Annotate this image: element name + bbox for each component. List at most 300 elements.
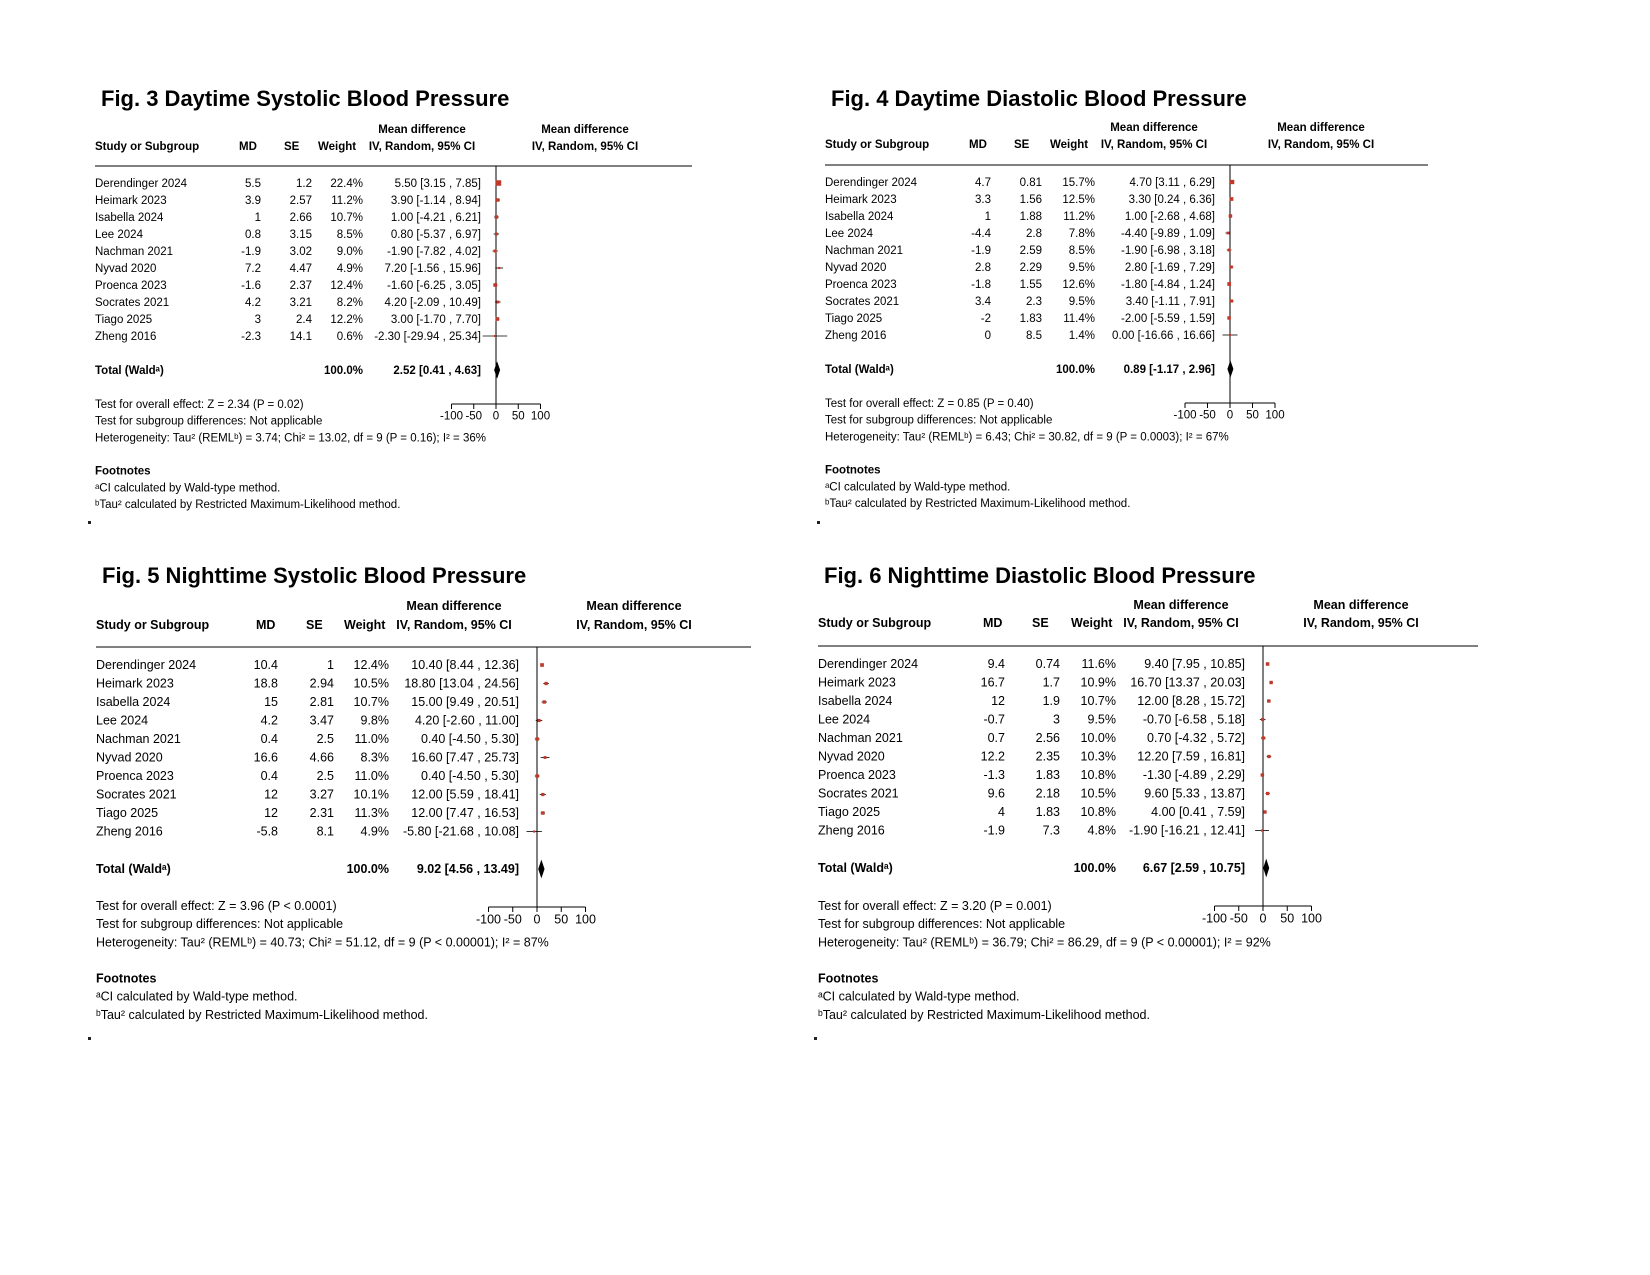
study-weight: 10.5% — [1080, 786, 1116, 801]
study-name: Zheng 2016 — [825, 330, 887, 342]
study-name: Zheng 2016 — [818, 823, 885, 838]
x-tick-label: 100 — [1301, 911, 1322, 926]
figure-title: Fig. 4 Daytime Diastolic Blood Pressure — [831, 86, 1247, 111]
study-weight: 10.7% — [1080, 694, 1116, 708]
overall-effect: Test for overall effect: Z = 2.34 (P = 0.02) — [95, 399, 304, 411]
study-se: 1.88 — [1019, 211, 1042, 223]
footnotes-title: Footnotes — [818, 971, 879, 986]
subgroup-differences: Test for subgroup differences: Not applicable — [96, 917, 344, 932]
point-estimate — [496, 317, 500, 321]
point-estimate — [1228, 249, 1231, 252]
corner-mark — [88, 1037, 91, 1040]
total-diamond — [1263, 859, 1269, 878]
study-se: 1.83 — [1035, 805, 1060, 819]
forest-plot-fig4 — [825, 86, 1585, 566]
total-label: Total (Waldᵃ) — [818, 861, 893, 875]
total-ci: 0.89 [-1.17 , 2.96] — [1123, 364, 1215, 376]
study-md: 4.7 — [975, 177, 991, 189]
footnotes-title: Footnotes — [96, 971, 157, 986]
study-weight: 12.5% — [1062, 194, 1095, 206]
study-ci: 12.20 [7.59 , 16.81] — [1137, 749, 1245, 764]
study-name: Socrates 2021 — [825, 296, 900, 308]
study-ci: -1.80 [-4.84 , 1.24] — [1121, 279, 1215, 291]
point-estimate — [1263, 810, 1266, 813]
study-md: -0.7 — [983, 712, 1005, 727]
study-name: Heimark 2023 — [96, 676, 174, 691]
x-tick-label: -50 — [1229, 911, 1248, 926]
study-md: 12 — [264, 806, 278, 820]
point-estimate — [535, 737, 538, 740]
study-name: Isabella 2024 — [95, 212, 164, 224]
study-se: 2.31 — [309, 806, 334, 820]
header-md: MD — [239, 141, 257, 153]
study-name: Isabella 2024 — [818, 694, 893, 708]
study-se: 2.59 — [1019, 245, 1042, 257]
point-estimate — [1230, 299, 1233, 302]
study-weight: 0.6% — [336, 331, 363, 343]
study-se: 3.47 — [309, 713, 334, 728]
study-weight: 9.0% — [336, 246, 363, 258]
study-name: Proenca 2023 — [825, 279, 897, 291]
study-weight: 9.8% — [360, 713, 389, 728]
study-md: 2.8 — [975, 262, 991, 274]
study-se: 2.29 — [1019, 262, 1042, 274]
study-se: 8.1 — [316, 824, 334, 839]
study-ci: 0.70 [-4.32 , 5.72] — [1147, 731, 1245, 745]
header-weight: Weight — [1050, 139, 1089, 151]
study-name: Nyvad 2020 — [818, 749, 885, 764]
study-se: 1.83 — [1019, 313, 1042, 325]
study-md: 9.4 — [987, 657, 1005, 671]
heterogeneity: Heterogeneity: Tau² (REMLᵇ) = 36.79; Chi² = 86.29, df = 9 (P < 0.00001); I² = 92% — [818, 935, 1271, 950]
study-md: 15 — [264, 695, 278, 709]
study-name: Heimark 2023 — [95, 195, 167, 207]
point-estimate — [537, 719, 540, 722]
point-estimate — [496, 301, 499, 304]
forest-plot-svg — [95, 116, 775, 576]
study-ci: 16.70 [13.37 , 20.03] — [1130, 675, 1245, 690]
header-weight: Weight — [1071, 616, 1113, 630]
study-ci: 7.20 [-1.56 , 15.96] — [384, 263, 481, 275]
forest-plot-fig5 — [96, 563, 856, 1043]
header-md: MD — [983, 616, 1003, 630]
header-plot-bottom: IV, Random, 95% CI — [1267, 139, 1375, 151]
x-tick-label: 50 — [1246, 409, 1259, 422]
study-ci: 4.70 [3.11 , 6.29] — [1129, 177, 1215, 189]
study-weight: 10.1% — [353, 787, 389, 802]
footnote-b: ᵇTau² calculated by Restricted Maximum-Likelihood method. — [818, 1007, 1150, 1022]
total-ci: 9.02 [4.56 , 13.49] — [416, 862, 519, 876]
study-ci: 4.20 [-2.09 , 10.49] — [384, 297, 481, 309]
header-study: Study or Subgroup — [825, 139, 930, 151]
study-name: Lee 2024 — [95, 229, 143, 241]
study-ci: 9.60 [5.33 , 13.87] — [1144, 786, 1245, 801]
forest-plot-svg — [825, 116, 1505, 576]
study-weight: 11.3% — [354, 806, 389, 820]
total-ci: 2.52 [0.41 , 4.63] — [393, 365, 481, 377]
header-study: Study or Subgroup — [818, 616, 932, 630]
study-weight: 10.8% — [1080, 768, 1116, 782]
header-weight: Weight — [318, 141, 357, 153]
study-ci: 16.60 [7.47 , 25.73] — [411, 750, 519, 765]
footnote-b: ᵇTau² calculated by Restricted Maximum-Likelihood method. — [825, 498, 1131, 511]
study-name: Tiago 2025 — [95, 314, 153, 326]
study-ci: 1.00 [-4.21 , 6.21] — [390, 212, 481, 224]
study-md: 3.4 — [975, 296, 991, 308]
study-se: 1 — [327, 658, 334, 672]
study-md: 1 — [984, 211, 991, 223]
header-md-ci-top: Mean difference — [406, 599, 502, 613]
study-md: 3.9 — [245, 195, 261, 207]
study-se: 2.81 — [309, 695, 334, 709]
header-plot-top: Mean difference — [541, 124, 629, 136]
study-se: 4.66 — [309, 750, 334, 765]
study-ci: -5.80 [-21.68 , 10.08] — [402, 824, 519, 839]
corner-mark — [817, 521, 820, 524]
x-tick-label: -50 — [1199, 409, 1216, 422]
study-se: 1.2 — [296, 178, 312, 190]
x-tick-label: 50 — [554, 912, 569, 927]
header-se: SE — [306, 618, 323, 632]
total-weight: 100.0% — [1073, 861, 1116, 875]
footnotes-title: Footnotes — [825, 464, 881, 477]
header-md-ci-top: Mean difference — [378, 124, 466, 136]
study-ci: 10.40 [8.44 , 12.36] — [411, 658, 519, 672]
study-ci: -2.00 [-5.59 , 1.59] — [1121, 313, 1215, 325]
study-weight: 11.2% — [1063, 211, 1095, 223]
study-weight: 12.2% — [330, 314, 363, 326]
x-tick-label: 0 — [533, 912, 541, 927]
study-name: Zheng 2016 — [95, 331, 157, 343]
footnotes-title: Footnotes — [95, 465, 151, 478]
heterogeneity: Heterogeneity: Tau² (REMLᵇ) = 40.73; Chi² = 51.12, df = 9 (P < 0.00001); I² = 87% — [96, 935, 549, 950]
point-estimate — [540, 663, 544, 667]
study-ci: -1.90 [-16.21 , 12.41] — [1128, 823, 1245, 838]
study-name: Zheng 2016 — [96, 824, 163, 839]
total-label: Total (Waldᵃ) — [96, 862, 171, 876]
study-weight: 8.5% — [1068, 245, 1095, 257]
subgroup-differences: Test for subgroup differences: Not applicable — [818, 917, 1066, 932]
x-tick-label: 100 — [1265, 409, 1285, 422]
header-se: SE — [1014, 139, 1030, 151]
figure-title: Fig. 3 Daytime Systolic Blood Pressure — [101, 86, 510, 111]
study-weight: 10.9% — [1080, 675, 1116, 690]
study-se: 1.83 — [1035, 768, 1060, 782]
study-se: 2.4 — [296, 314, 312, 326]
total-weight: 100.0% — [346, 862, 389, 876]
point-estimate — [494, 335, 496, 337]
study-md: 5.5 — [245, 178, 261, 190]
study-md: -5.8 — [256, 824, 278, 839]
x-tick-label: -100 — [475, 912, 502, 927]
header-md-ci-top: Mean difference — [1133, 598, 1229, 612]
study-name: Nachman 2021 — [825, 245, 903, 257]
point-estimate — [1261, 773, 1264, 776]
study-name: Isabella 2024 — [96, 695, 171, 709]
point-estimate — [1227, 232, 1230, 235]
study-ci: -1.60 [-6.25 , 3.05] — [387, 280, 481, 292]
forest-plot-svg — [818, 593, 1538, 1073]
study-se: 1.9 — [1042, 694, 1060, 708]
footnote-a: ᵃCI calculated by Wald-type method. — [96, 989, 298, 1004]
study-ci: 15.00 [9.49 , 20.51] — [411, 695, 519, 709]
study-name: Nyvad 2020 — [96, 750, 163, 765]
corner-mark — [88, 521, 91, 524]
header-study: Study or Subgroup — [95, 141, 200, 153]
study-se: 4.47 — [289, 263, 312, 275]
study-md: 0.4 — [260, 732, 278, 746]
x-tick-label: 0 — [1226, 409, 1234, 422]
study-name: Nyvad 2020 — [825, 262, 887, 274]
study-se: 0.81 — [1019, 177, 1042, 189]
point-estimate — [541, 793, 544, 796]
study-name: Proenca 2023 — [96, 769, 174, 783]
study-md: 3 — [254, 314, 261, 326]
point-estimate — [1267, 755, 1270, 758]
header-weight: Weight — [344, 618, 386, 632]
study-md: 4.2 — [260, 713, 278, 728]
study-weight: 11.0% — [354, 732, 389, 746]
point-estimate — [1229, 334, 1231, 336]
header-md: MD — [256, 618, 276, 632]
header-plot-bottom: IV, Random, 95% CI — [576, 618, 692, 632]
study-weight: 9.5% — [1087, 712, 1116, 727]
subgroup-differences: Test for subgroup differences: Not applicable — [825, 414, 1053, 427]
study-weight: 22.4% — [330, 178, 363, 190]
study-se: 2.35 — [1035, 749, 1060, 764]
study-weight: 8.3% — [360, 750, 389, 765]
study-weight: 12.6% — [1062, 279, 1095, 291]
study-ci: 0.80 [-5.37 , 6.97] — [390, 229, 481, 241]
study-ci: 12.00 [7.47 , 16.53] — [411, 806, 519, 820]
study-se: 0.74 — [1035, 657, 1060, 671]
x-tick-label: -100 — [1201, 911, 1228, 926]
study-ci: 18.80 [13.04 , 24.56] — [404, 676, 519, 691]
study-ci: -1.90 [-7.82 , 4.02] — [387, 246, 481, 258]
study-name: Socrates 2021 — [818, 786, 899, 801]
x-tick-label: 100 — [530, 410, 551, 423]
study-name: Derendinger 2024 — [818, 657, 919, 671]
study-ci: 3.00 [-1.70 , 7.70] — [390, 314, 481, 326]
total-weight: 100.0% — [323, 365, 363, 377]
point-estimate — [496, 198, 499, 201]
study-se: 7.3 — [1042, 823, 1060, 838]
study-md: 4 — [998, 805, 1005, 819]
heterogeneity: Heterogeneity: Tau² (REMLᵇ) = 6.43; Chi² = 30.82, df = 9 (P = 0.0003); I² = 67% — [825, 431, 1229, 444]
study-ci: 0.40 [-4.50 , 5.30] — [421, 732, 519, 746]
study-ci: -4.40 [-9.89 , 1.09] — [1121, 228, 1215, 240]
study-md: -1.9 — [241, 246, 261, 258]
point-estimate — [496, 180, 502, 186]
total-weight: 100.0% — [1055, 364, 1095, 376]
study-name: Heimark 2023 — [825, 194, 897, 206]
study-weight: 4.9% — [360, 824, 389, 839]
study-name: Socrates 2021 — [95, 297, 170, 309]
header-md-ci-bottom: IV, Random, 95% CI — [368, 141, 476, 153]
header-plot-top: Mean difference — [586, 599, 682, 613]
point-estimate — [1266, 662, 1270, 666]
study-se: 3.21 — [289, 297, 312, 309]
study-weight: 4.8% — [1087, 823, 1116, 838]
study-weight: 11.0% — [354, 769, 389, 783]
forest-plot-svg — [96, 593, 816, 1073]
study-md: 1 — [254, 212, 261, 224]
point-estimate — [1230, 265, 1233, 268]
study-se: 2.5 — [316, 732, 334, 746]
study-name: Proenca 2023 — [818, 768, 896, 782]
study-ci: 0.00 [-16.66 , 16.66] — [1112, 330, 1215, 342]
point-estimate — [495, 233, 498, 236]
study-md: 12.2 — [980, 749, 1005, 764]
header-plot-bottom: IV, Random, 95% CI — [531, 141, 639, 153]
study-se: 2.3 — [1026, 296, 1042, 308]
subgroup-differences: Test for subgroup differences: Not applicable — [95, 415, 323, 428]
study-weight: 15.7% — [1062, 177, 1095, 189]
study-name: Derendinger 2024 — [96, 658, 197, 672]
point-estimate — [533, 830, 535, 832]
study-name: Derendinger 2024 — [825, 177, 918, 189]
point-estimate — [1227, 282, 1231, 286]
study-name: Lee 2024 — [96, 713, 149, 728]
study-md: 7.2 — [245, 263, 261, 275]
study-weight: 9.5% — [1068, 262, 1095, 274]
study-ci: -2.30 [-29.94 , 25.34] — [374, 331, 481, 343]
point-estimate — [494, 250, 497, 253]
study-se: 1.55 — [1019, 279, 1042, 291]
header-plot-top: Mean difference — [1313, 598, 1409, 612]
study-md: 18.8 — [253, 676, 278, 691]
study-name: Nachman 2021 — [818, 731, 903, 745]
figure-title: Fig. 6 Nighttime Diastolic Blood Pressure — [824, 563, 1256, 588]
study-md: -1.3 — [983, 768, 1005, 782]
study-ci: 3.30 [0.24 , 6.36] — [1128, 194, 1215, 206]
study-md: -1.9 — [983, 823, 1005, 838]
study-md: 4.2 — [245, 297, 261, 309]
study-weight: 1.4% — [1068, 330, 1095, 342]
study-name: Lee 2024 — [818, 712, 871, 727]
study-ci: 4.00 [0.41 , 7.59] — [1151, 805, 1245, 819]
study-ci: 3.90 [-1.14 , 8.94] — [390, 195, 481, 207]
header-md-ci-top: Mean difference — [1110, 122, 1198, 134]
study-weight: 10.7% — [353, 695, 389, 709]
x-tick-label: -100 — [439, 410, 464, 423]
study-ci: 9.40 [7.95 , 10.85] — [1144, 657, 1245, 671]
x-tick-label: 100 — [575, 912, 596, 927]
point-estimate — [1261, 829, 1263, 831]
study-name: Tiago 2025 — [96, 806, 159, 820]
study-name: Nachman 2021 — [96, 732, 181, 746]
study-se: 2.56 — [1035, 731, 1060, 745]
header-plot-top: Mean difference — [1277, 122, 1365, 134]
study-md: 0.7 — [987, 731, 1005, 745]
study-se: 1.7 — [1042, 675, 1060, 690]
study-weight: 10.8% — [1080, 805, 1116, 819]
x-tick-label: 0 — [492, 410, 500, 423]
x-tick-label: 0 — [1259, 911, 1267, 926]
study-weight: 10.5% — [353, 676, 389, 691]
study-md: -1.8 — [971, 279, 991, 291]
study-se: 2.18 — [1035, 786, 1060, 801]
study-md: 16.7 — [980, 675, 1005, 690]
header-md: MD — [969, 139, 987, 151]
study-md: 9.6 — [987, 786, 1005, 801]
study-md: -4.4 — [971, 228, 991, 240]
total-diamond — [494, 361, 500, 378]
point-estimate — [543, 700, 546, 703]
study-name: Tiago 2025 — [825, 313, 883, 325]
overall-effect: Test for overall effect: Z = 3.20 (P = 0.001) — [818, 899, 1052, 913]
point-estimate — [498, 267, 500, 269]
study-se: 2.5 — [316, 769, 334, 783]
study-name: Proenca 2023 — [95, 280, 167, 292]
study-weight: 4.9% — [336, 263, 363, 275]
study-se: 3 — [1053, 712, 1060, 727]
study-md: 3.3 — [975, 194, 991, 206]
study-se: 14.1 — [289, 331, 312, 343]
total-label: Total (Waldᵃ) — [95, 365, 164, 377]
study-md: 16.6 — [253, 750, 278, 765]
study-ci: 3.40 [-1.11 , 7.91] — [1125, 296, 1215, 308]
study-name: Socrates 2021 — [96, 787, 177, 802]
point-estimate — [1261, 718, 1264, 721]
total-diamond — [1227, 360, 1233, 377]
point-estimate — [535, 774, 538, 777]
point-estimate — [1262, 736, 1265, 739]
header-md-ci-bottom: IV, Random, 95% CI — [396, 618, 512, 632]
header-md-ci-bottom: IV, Random, 95% CI — [1100, 139, 1208, 151]
header-se: SE — [1032, 616, 1049, 630]
study-md: 0.8 — [245, 229, 261, 241]
study-name: Tiago 2025 — [818, 805, 881, 819]
study-md: -2 — [980, 313, 991, 325]
study-md: 0 — [984, 330, 991, 342]
study-ci: -0.70 [-6.58 , 5.18] — [1142, 712, 1245, 727]
study-name: Nyvad 2020 — [95, 263, 157, 275]
overall-effect: Test for overall effect: Z = 0.85 (P = 0.40) — [825, 398, 1034, 410]
footnote-a: ᵃCI calculated by Wald-type method. — [825, 481, 1011, 494]
study-weight: 12.4% — [353, 658, 389, 672]
point-estimate — [1267, 699, 1270, 702]
point-estimate — [544, 682, 547, 685]
study-weight: 11.6% — [1081, 657, 1116, 671]
study-ci: -1.30 [-4.89 , 2.29] — [1142, 768, 1245, 782]
study-se: 2.94 — [309, 676, 334, 691]
total-diamond — [538, 860, 544, 879]
header-plot-bottom: IV, Random, 95% CI — [1303, 616, 1419, 630]
study-md: 10.4 — [253, 658, 278, 672]
x-tick-label: -100 — [1173, 409, 1197, 422]
study-ci: 5.50 [3.15 , 7.85] — [394, 178, 481, 190]
study-name: Derendinger 2024 — [95, 178, 188, 190]
study-weight: 12.4% — [330, 280, 363, 292]
study-weight: 8.2% — [336, 297, 363, 309]
header-md-ci-bottom: IV, Random, 95% CI — [1123, 616, 1239, 630]
study-weight: 7.8% — [1068, 228, 1095, 240]
study-se: 2.66 — [289, 212, 312, 224]
study-weight: 11.4% — [1063, 313, 1095, 325]
study-weight: 10.0% — [1080, 731, 1116, 745]
study-weight: 8.5% — [336, 229, 363, 241]
study-se: 3.02 — [289, 246, 312, 258]
header-se: SE — [284, 141, 300, 153]
point-estimate — [1227, 316, 1230, 319]
point-estimate — [541, 811, 544, 814]
heterogeneity: Heterogeneity: Tau² (REMLᵇ) = 3.74; Chi² = 13.02, df = 9 (P = 0.16); I² = 36% — [95, 432, 486, 445]
study-se: 2.8 — [1026, 228, 1042, 240]
forest-plot-fig3 — [95, 86, 855, 566]
study-ci: 12.00 [5.59 , 18.41] — [411, 787, 519, 802]
x-tick-label: 50 — [1280, 911, 1295, 926]
